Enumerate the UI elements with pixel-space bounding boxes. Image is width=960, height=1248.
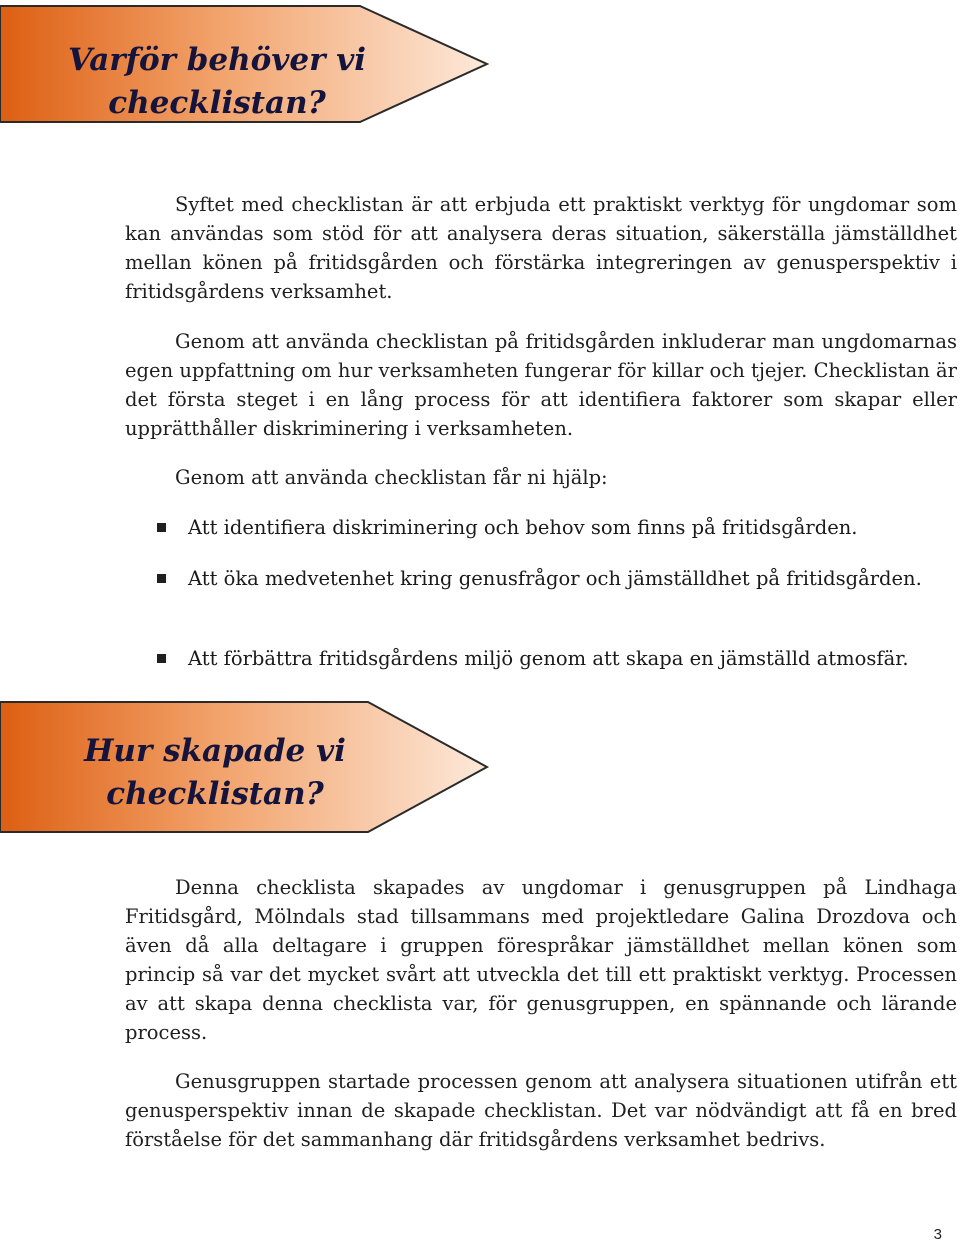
page-number: 3 xyxy=(933,1226,942,1243)
list-intro: Genom att använda checklistan får ni hjälp: xyxy=(175,466,608,489)
paragraph: Syftet med checklistan är att erbjuda ett praktiskt verktyg för ungdomar som kan användas som stöd för att analysera deras situation, säkerställa jämställdhet mellan könen på fritidsgården och förstärka integreringen av genusperspektiv i fritidsgårdens verksamhet. xyxy=(125,193,957,303)
section-title: Hur skapade vi checklistan? xyxy=(84,733,346,812)
bullet-text: Att förbättra fritidsgårdens miljö genom att skapa en jämställd atmosfär. xyxy=(188,647,909,670)
bullet-item xyxy=(125,513,957,542)
bullet-text: Att identifiera diskriminering och behov som finns på fritidsgården. xyxy=(188,516,858,539)
bullet-item xyxy=(125,564,957,593)
paragraph: Denna checklista skapades av ungdomar i genusgruppen på Lindhaga Fritidsgård, Mölndals stad tillsammans med projektledare Galina Drozdova och även då alla deltagare i gruppen förespråkar jämställdhet mellan könen som princip så var det mycket svårt att utveckla det till ett praktiskt verktyg. Processen av att skapa denna checklista var, för genusgruppen, en spännande och lärande process. xyxy=(125,876,957,1044)
square-bullet-icon xyxy=(157,574,166,583)
bullet-item xyxy=(125,644,957,673)
square-bullet-icon xyxy=(157,654,166,663)
paragraph: Genusgruppen startade processen genom att analysera situationen utifrån ett genusperspektiv innan de skapade checklistan. Det var nödvändigt att få en bred förståelse för det sammanhang där fritidsgårdens verksamhet bedrivs. xyxy=(125,1070,957,1151)
section-banner-why xyxy=(0,4,490,124)
paragraph: Genom att använda checklistan på fritidsgården inkluderar man ungdomarnas egen uppfattning om hur verksamheten fungerar för killar och tjejer. Checklistan är det första steget i en lång process för att identifiera faktorer som skapar eller upprätthåller diskriminering i verksamheten. xyxy=(125,330,957,440)
bullet-text: Att öka medvetenhet kring genusfrågor och jämställdhet på fritidsgården. xyxy=(188,567,922,590)
section-title: Varför behöver vi checklistan? xyxy=(67,42,367,121)
section-banner-how xyxy=(0,700,490,834)
square-bullet-icon xyxy=(157,523,166,532)
